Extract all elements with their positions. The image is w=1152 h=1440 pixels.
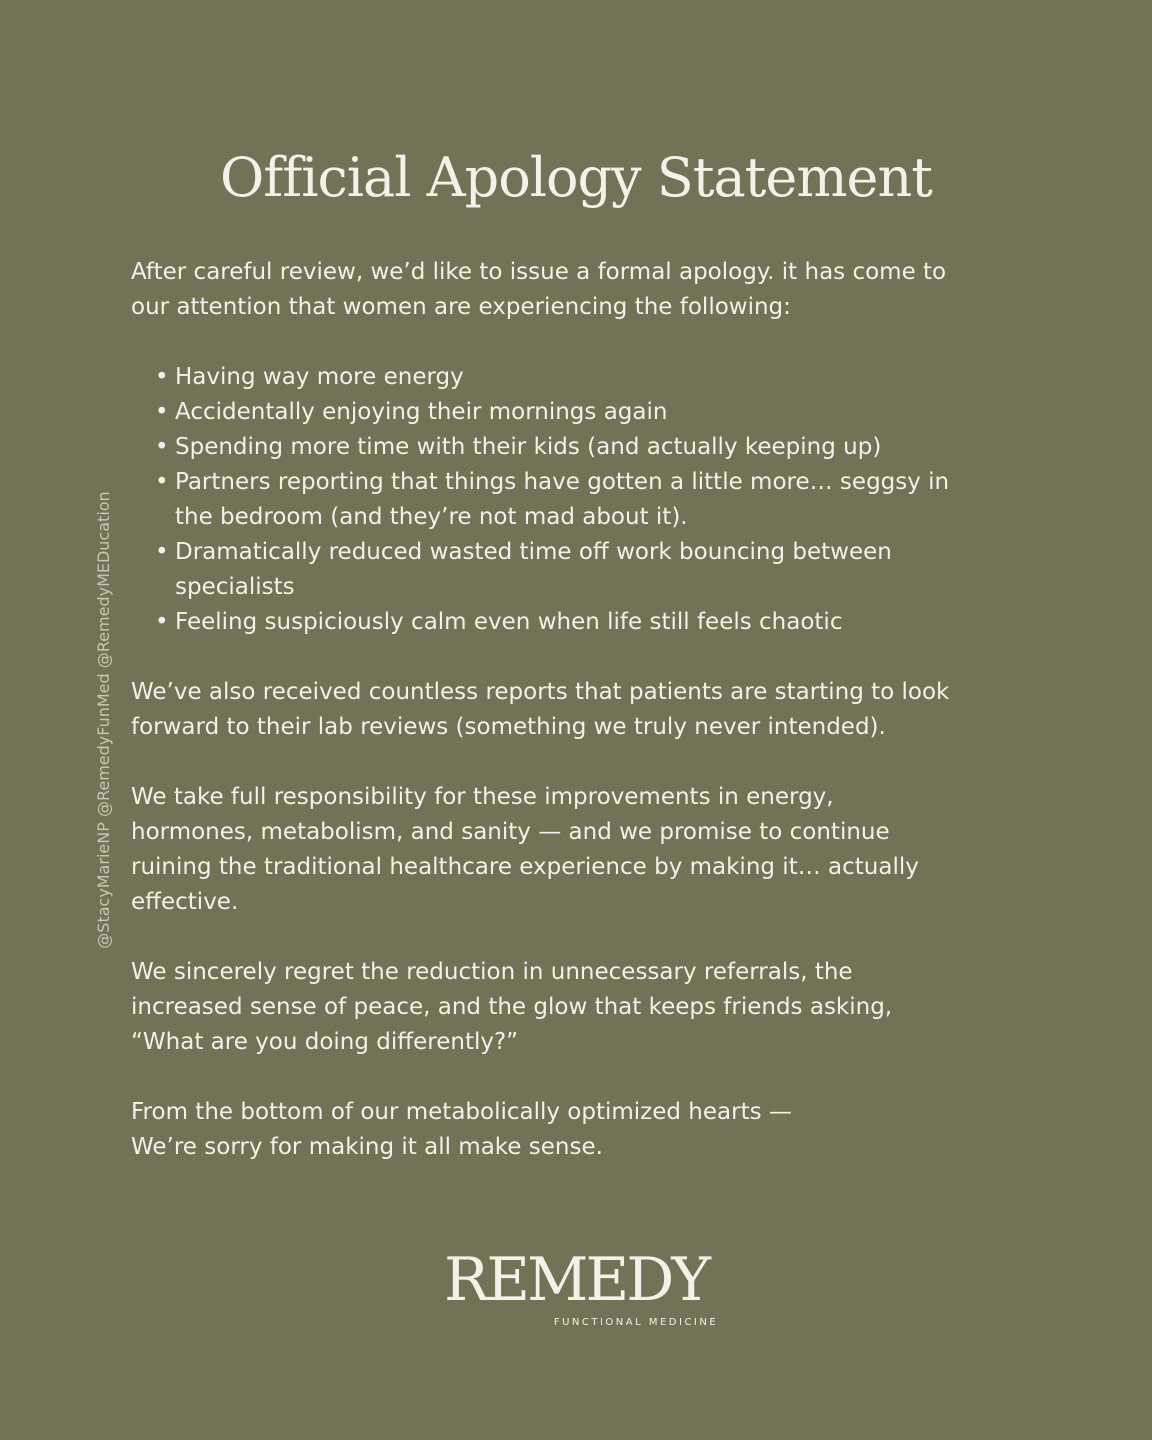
- page-title: Official Apology Statement: [220, 146, 932, 209]
- paragraph-responsibility: [131, 780, 1121, 920]
- intro-paragraph: [131, 255, 1121, 325]
- text-line: hormones, metabolism, and sanity — and we promise to continue: [131, 819, 890, 845]
- text-line: We’ve also received countless reports that patients are starting to look: [131, 679, 950, 705]
- list-item: [131, 535, 1121, 570]
- bullet-icon: •: [155, 364, 169, 390]
- list-item-text: Having way more energy: [175, 364, 464, 390]
- remedy-logo: [0, 1245, 1152, 1330]
- paragraph-lab-reviews: [131, 675, 1121, 745]
- list-item: [131, 395, 1121, 430]
- list-item-continuation: the bedroom (and they’re not mad about it).: [175, 504, 688, 530]
- list-item-continuation: specialists: [175, 574, 295, 600]
- logo-tagline: FUNCTIONAL MEDICINE: [553, 1317, 719, 1328]
- text-line: We’re sorry for making it all make sense.: [131, 1134, 603, 1160]
- bullet-icon: •: [155, 469, 169, 495]
- text-line: From the bottom of our metabolically optimized hearts —: [131, 1099, 792, 1125]
- bullet-icon: •: [155, 609, 169, 635]
- text-line: After careful review, we’d like to issue a formal apology. it has come to: [131, 259, 947, 285]
- bullet-icon: •: [155, 539, 169, 565]
- list-item-text: Partners reporting that things have gotten a little more… seggsy in: [175, 469, 950, 495]
- list-item: [131, 605, 1121, 640]
- text-line: “What are you doing differently?”: [131, 1029, 519, 1055]
- text-line: We take full responsibility for these improvements in energy,: [131, 784, 834, 810]
- paragraph-closing: [131, 1095, 1121, 1165]
- text-line: effective.: [131, 889, 239, 915]
- list-item-text: Accidentally enjoying their mornings again: [175, 399, 668, 425]
- bullet-icon: •: [155, 434, 169, 460]
- list-item: [131, 360, 1121, 395]
- paragraph-regret: [131, 955, 1121, 1060]
- text-line: increased sense of peace, and the glow that keeps friends asking,: [131, 994, 893, 1020]
- bullet-list: [131, 360, 1121, 640]
- bullet-icon: •: [155, 399, 169, 425]
- text-line: forward to their lab reviews (something we truly never intended).: [131, 714, 886, 740]
- list-item-text: Spending more time with their kids (and actually keeping up): [175, 434, 882, 460]
- text-line: We sincerely regret the reduction in unnecessary referrals, the: [131, 959, 853, 985]
- social-handles: @StacyMarieNP @RemedyFunMed @RemedyMEDucation: [94, 491, 113, 949]
- list-item-text: Feeling suspiciously calm even when life still feels chaotic: [175, 609, 843, 635]
- list-item-text: Dramatically reduced wasted time off work bouncing between: [175, 539, 892, 565]
- list-item: [131, 465, 1121, 500]
- text-line: ruining the traditional healthcare experience by making it… actually: [131, 854, 919, 880]
- statement-body: [131, 255, 1121, 1165]
- logo-wordmark: REMEDY: [444, 1245, 708, 1315]
- list-item: [131, 430, 1121, 465]
- text-line: our attention that women are experiencing the following:: [131, 294, 791, 320]
